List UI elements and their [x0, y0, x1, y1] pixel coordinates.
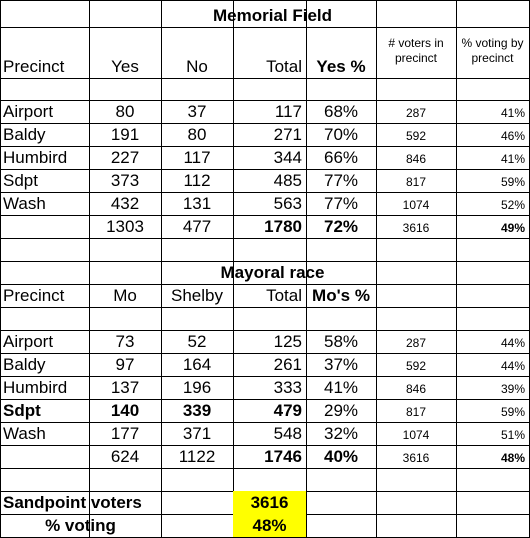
row-total: 333 [273, 378, 302, 397]
row-voting-pct: 59% [500, 405, 525, 419]
row-yes: 191 [110, 125, 140, 144]
row-total: 271 [273, 125, 302, 144]
total-voters: 3616 [402, 221, 430, 235]
row-voters: 817 [405, 175, 427, 189]
row-voters: 846 [405, 382, 427, 396]
total-voting-pct: 48% [500, 451, 525, 465]
row-no: 117 [183, 148, 211, 167]
percent-voting-label: % voting [45, 516, 116, 535]
row-voters: 1074 [402, 198, 430, 212]
gridline-vertical [0, 0, 1, 538]
row-mo: 140 [110, 401, 140, 420]
header-total: Total [266, 57, 302, 76]
row-mo-pct: 37% [323, 355, 359, 374]
row-shelby: 52 [187, 332, 207, 351]
row-precinct: Sdpt [3, 401, 41, 420]
row-precinct: Airport [3, 102, 54, 121]
row-mo: 177 [110, 424, 140, 443]
row-no: 37 [187, 102, 207, 121]
row-voting-pct: 51% [500, 428, 525, 442]
row-voters: 287 [405, 336, 427, 350]
total-total: 1780 [264, 217, 302, 236]
gridline-horizontal [0, 238, 530, 239]
row-yes-pct: 68% [323, 102, 359, 121]
total-voting-pct: 49% [500, 221, 525, 235]
row-yes: 80 [115, 102, 135, 121]
row-yes-pct: 77% [323, 171, 359, 190]
sandpoint-voters-label: Sandpoint voters [3, 493, 142, 512]
row-yes: 432 [110, 194, 140, 213]
row-mo-pct: 58% [323, 332, 359, 351]
row-yes: 373 [110, 171, 140, 190]
row-voters: 817 [405, 405, 427, 419]
percent-voting-value: 48% [233, 514, 306, 537]
gridline-horizontal [0, 468, 530, 469]
sandpoint-voters-value: 3616 [233, 491, 306, 514]
header-precinct: Precinct [3, 57, 65, 76]
total-voters: 3616 [402, 451, 430, 465]
row-precinct: Humbird [3, 148, 68, 167]
row-total: 344 [273, 148, 302, 167]
total-mo-pct: 40% [323, 447, 359, 466]
row-voting-pct: 41% [500, 106, 525, 120]
section-title-memorial: Memorial Field [212, 6, 333, 25]
row-no: 131 [182, 194, 212, 213]
row-yes: 227 [110, 148, 140, 167]
row-precinct: Baldy [3, 355, 46, 374]
row-yes-pct: 70% [323, 125, 359, 144]
total-yes-pct: 72% [323, 217, 359, 236]
row-no: 80 [187, 125, 207, 144]
gridline-horizontal [0, 307, 530, 308]
row-mo: 97 [115, 355, 135, 374]
row-total: 117 [274, 102, 302, 121]
row-precinct: Baldy [3, 125, 46, 144]
row-voters: 1074 [402, 428, 430, 442]
header-mo-pct: Mo's % [312, 286, 370, 305]
row-total: 485 [273, 171, 302, 190]
row-shelby: 196 [182, 378, 212, 397]
gridline-horizontal [0, 78, 530, 79]
row-voting-pct: 52% [500, 198, 525, 212]
header-shelby: Shelby [171, 286, 223, 305]
header-total: Total [266, 286, 302, 305]
row-voting-pct: 39% [500, 382, 525, 396]
header-voters-in-precinct: # voters in precinct [388, 36, 444, 65]
row-total: 125 [273, 332, 302, 351]
row-mo-pct: 41% [323, 378, 359, 397]
row-voting-pct: 44% [500, 359, 525, 373]
row-total: 479 [273, 401, 302, 420]
row-precinct: Sdpt [3, 171, 38, 190]
total-total: 1746 [264, 447, 302, 466]
header-precinct: Precinct [3, 286, 65, 305]
row-voters: 846 [405, 152, 427, 166]
row-precinct: Wash [3, 424, 46, 443]
header-yes-pct: Yes % [316, 57, 366, 76]
header-no: No [186, 57, 208, 76]
row-shelby: 164 [182, 355, 212, 374]
row-shelby: 371 [182, 424, 212, 443]
total-mo: 624 [110, 447, 140, 466]
row-precinct: Wash [3, 194, 46, 213]
row-mo: 137 [110, 378, 140, 397]
row-precinct: Humbird [3, 378, 68, 397]
row-yes-pct: 66% [323, 148, 359, 167]
row-voting-pct: 41% [500, 152, 525, 166]
row-voting-pct: 59% [500, 175, 525, 189]
row-mo: 73 [115, 332, 135, 351]
row-voting-pct: 44% [500, 336, 525, 350]
row-mo-pct: 32% [323, 424, 359, 443]
total-shelby: 1122 [178, 447, 216, 466]
row-voting-pct: 46% [500, 129, 525, 143]
row-voters: 592 [405, 129, 427, 143]
row-total: 563 [273, 194, 302, 213]
total-no: 477 [182, 217, 212, 236]
header-yes: Yes [111, 57, 139, 76]
row-shelby: 339 [182, 401, 212, 420]
row-mo-pct: 29% [323, 401, 359, 420]
row-voters: 592 [405, 359, 427, 373]
row-no: 112 [183, 171, 211, 190]
row-voters: 287 [405, 106, 427, 120]
row-precinct: Airport [3, 332, 54, 351]
header-voting-by-precinct: % voting by precinct [461, 36, 524, 65]
row-yes-pct: 77% [323, 194, 359, 213]
row-total: 548 [273, 424, 302, 443]
total-yes: 1303 [106, 217, 144, 236]
header-mo: Mo [113, 286, 137, 305]
row-total: 261 [273, 355, 302, 374]
section-title-mayoral: Mayoral race [220, 263, 325, 282]
